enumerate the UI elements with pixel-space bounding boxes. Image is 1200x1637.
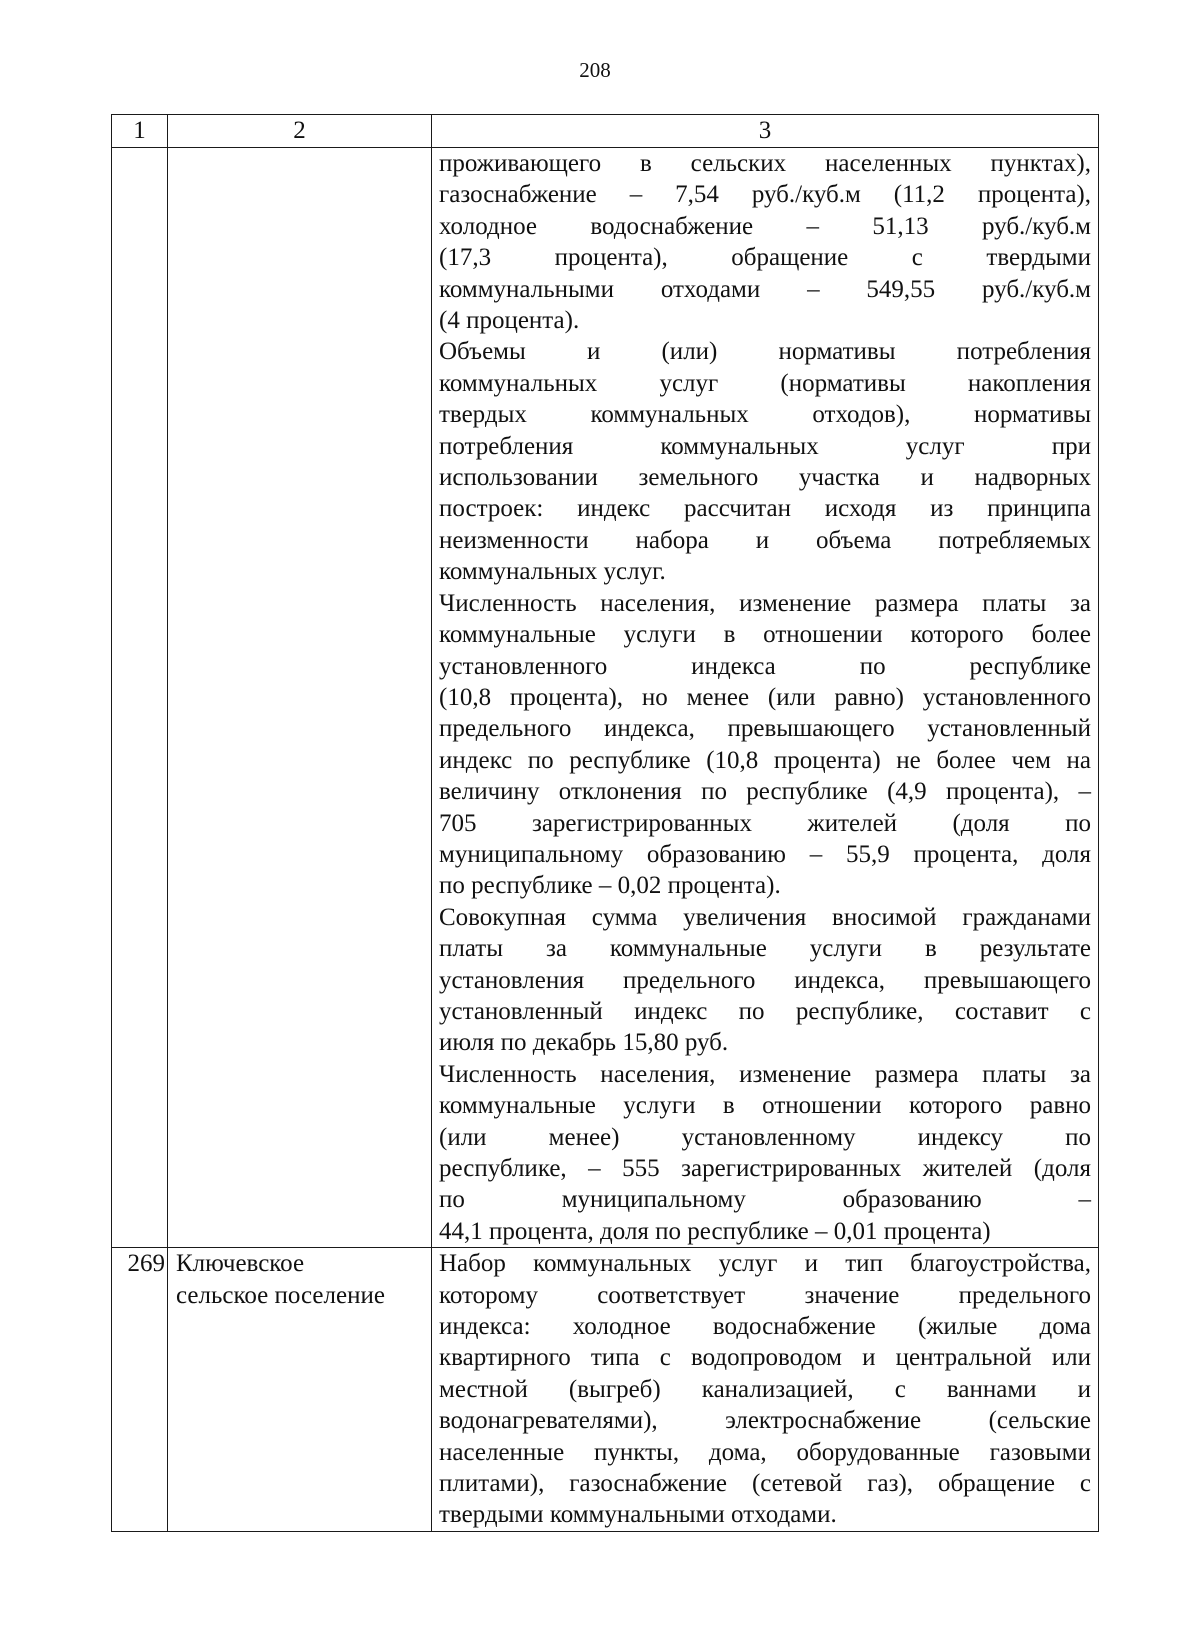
column-header-2: 2 — [168, 115, 432, 148]
municipality-name-line: сельское поселение — [176, 1281, 385, 1309]
text-line: 44,1 процента, доля по республике – 0,01 процента) — [439, 1217, 991, 1245]
text-line: проживающего в сельских населенных пунктах), — [439, 150, 1091, 177]
text-line: плитами), газоснабжение (сетевой газ), обращение с — [439, 1470, 1091, 1498]
text-line: июля по декабрь 15,80 руб. — [439, 1029, 729, 1057]
paragraph — [439, 336, 1091, 587]
text-line: квартирного типа с водопроводом и центральной или — [439, 1344, 1091, 1372]
text-line: установленный индекс по республике, составит с — [439, 997, 1091, 1025]
row-number-cell: 269 — [112, 1248, 168, 1532]
text-line: твердых коммунальных отходов), нормативы — [439, 401, 1091, 429]
text-line: (10,8 процента), но менее (или равно) установленного — [439, 683, 1091, 711]
text-line: Численность населения, изменение размера платы за — [439, 589, 1091, 617]
description-cell — [432, 1248, 1099, 1532]
text-line: коммунальных услуг (нормативы накопления — [439, 369, 1091, 397]
paragraph — [439, 588, 1091, 902]
text-line: использовании земельного участка и надворных — [439, 464, 1091, 492]
paragraph — [439, 902, 1091, 1059]
description-cell — [432, 148, 1099, 1248]
text-line: коммунальные услуги в отношении которого более — [439, 621, 1091, 649]
text-line: Набор коммунальных услуг и тип благоустройства, — [439, 1250, 1091, 1278]
text-line: холодное водоснабжение – 51,13 руб./куб.м — [439, 212, 1091, 240]
text-line: газоснабжение – 7,54 руб./куб.м (11,2 процента), — [439, 181, 1091, 209]
text-line: которому соответствует значение предельного — [439, 1281, 1091, 1309]
text-line: по республике – 0,02 процента). — [439, 872, 781, 900]
text-line: (4 процента). — [439, 307, 580, 335]
text-line: Совокупная сумма увеличения вносимой гражданами — [439, 903, 1091, 931]
text-line: неизменности набора и объема потребляемых — [439, 526, 1091, 554]
text-line: (или менее) установленному индексу по — [439, 1123, 1091, 1151]
table-row-269 — [112, 1248, 1099, 1532]
column-header-1: 1 — [112, 115, 168, 148]
text-line: платы за коммунальные услуги в результате — [439, 935, 1091, 963]
page-number: 208 — [579, 58, 611, 82]
text-line: (17,3 процента), обращение с твердыми — [439, 244, 1091, 272]
text-line: местной (выгреб) канализацией, с ваннами и — [439, 1375, 1091, 1403]
paragraph — [439, 148, 1091, 336]
text-line: муниципальному образованию – 55,9 процента, доля — [439, 840, 1091, 868]
paragraph — [439, 1059, 1091, 1247]
text-line: построек: индекс рассчитан исходя из принципа — [439, 495, 1091, 523]
column-header-3: 3 — [432, 115, 1099, 148]
text-line: установленного индекса по республике — [439, 652, 1091, 680]
text-line: по муниципальному образованию – — [439, 1186, 1091, 1214]
paragraph — [439, 1248, 1091, 1531]
data-table — [111, 114, 1099, 1532]
text-line: республике, – 555 зарегистрированных жителей (доля — [439, 1155, 1091, 1182]
text-line: коммунальными отходами – 549,55 руб./куб.м — [439, 275, 1091, 303]
text-line: установления предельного индекса, превышающего — [439, 966, 1091, 994]
text-line: коммунальных услуг. — [439, 558, 666, 586]
text-line: Объемы и (или) нормативы потребления — [439, 338, 1091, 366]
table-header-row — [112, 115, 1099, 148]
text-line: потребления коммунальных услуг при — [439, 432, 1091, 460]
text-line: индекса: холодное водоснабжение (жилые дома — [439, 1313, 1091, 1341]
table-row-continued — [112, 148, 1099, 1248]
text-line: твердыми коммунальными отходами. — [439, 1501, 837, 1529]
municipality-name-line: Ключевское — [176, 1250, 305, 1278]
row-number-cell — [112, 148, 168, 1248]
municipality-cell — [168, 148, 432, 1248]
text-line: индекс по республике (10,8 процента) не более чем на — [439, 746, 1091, 774]
text-line: предельного индекса, превышающего установленный — [439, 715, 1091, 743]
text-line: величину отклонения по республике (4,9 процента), – — [439, 778, 1091, 806]
text-line: населенные пункты, дома, оборудованные газовыми — [439, 1438, 1091, 1466]
municipality-cell — [168, 1248, 432, 1532]
text-line: Численность населения, изменение размера платы за — [439, 1060, 1091, 1088]
text-line: коммунальные услуги в отношении которого равно — [439, 1092, 1091, 1120]
text-line: 705 зарегистрированных жителей (доля по — [439, 809, 1091, 837]
text-line: водонагревателями), электроснабжение (сельские — [439, 1407, 1091, 1435]
